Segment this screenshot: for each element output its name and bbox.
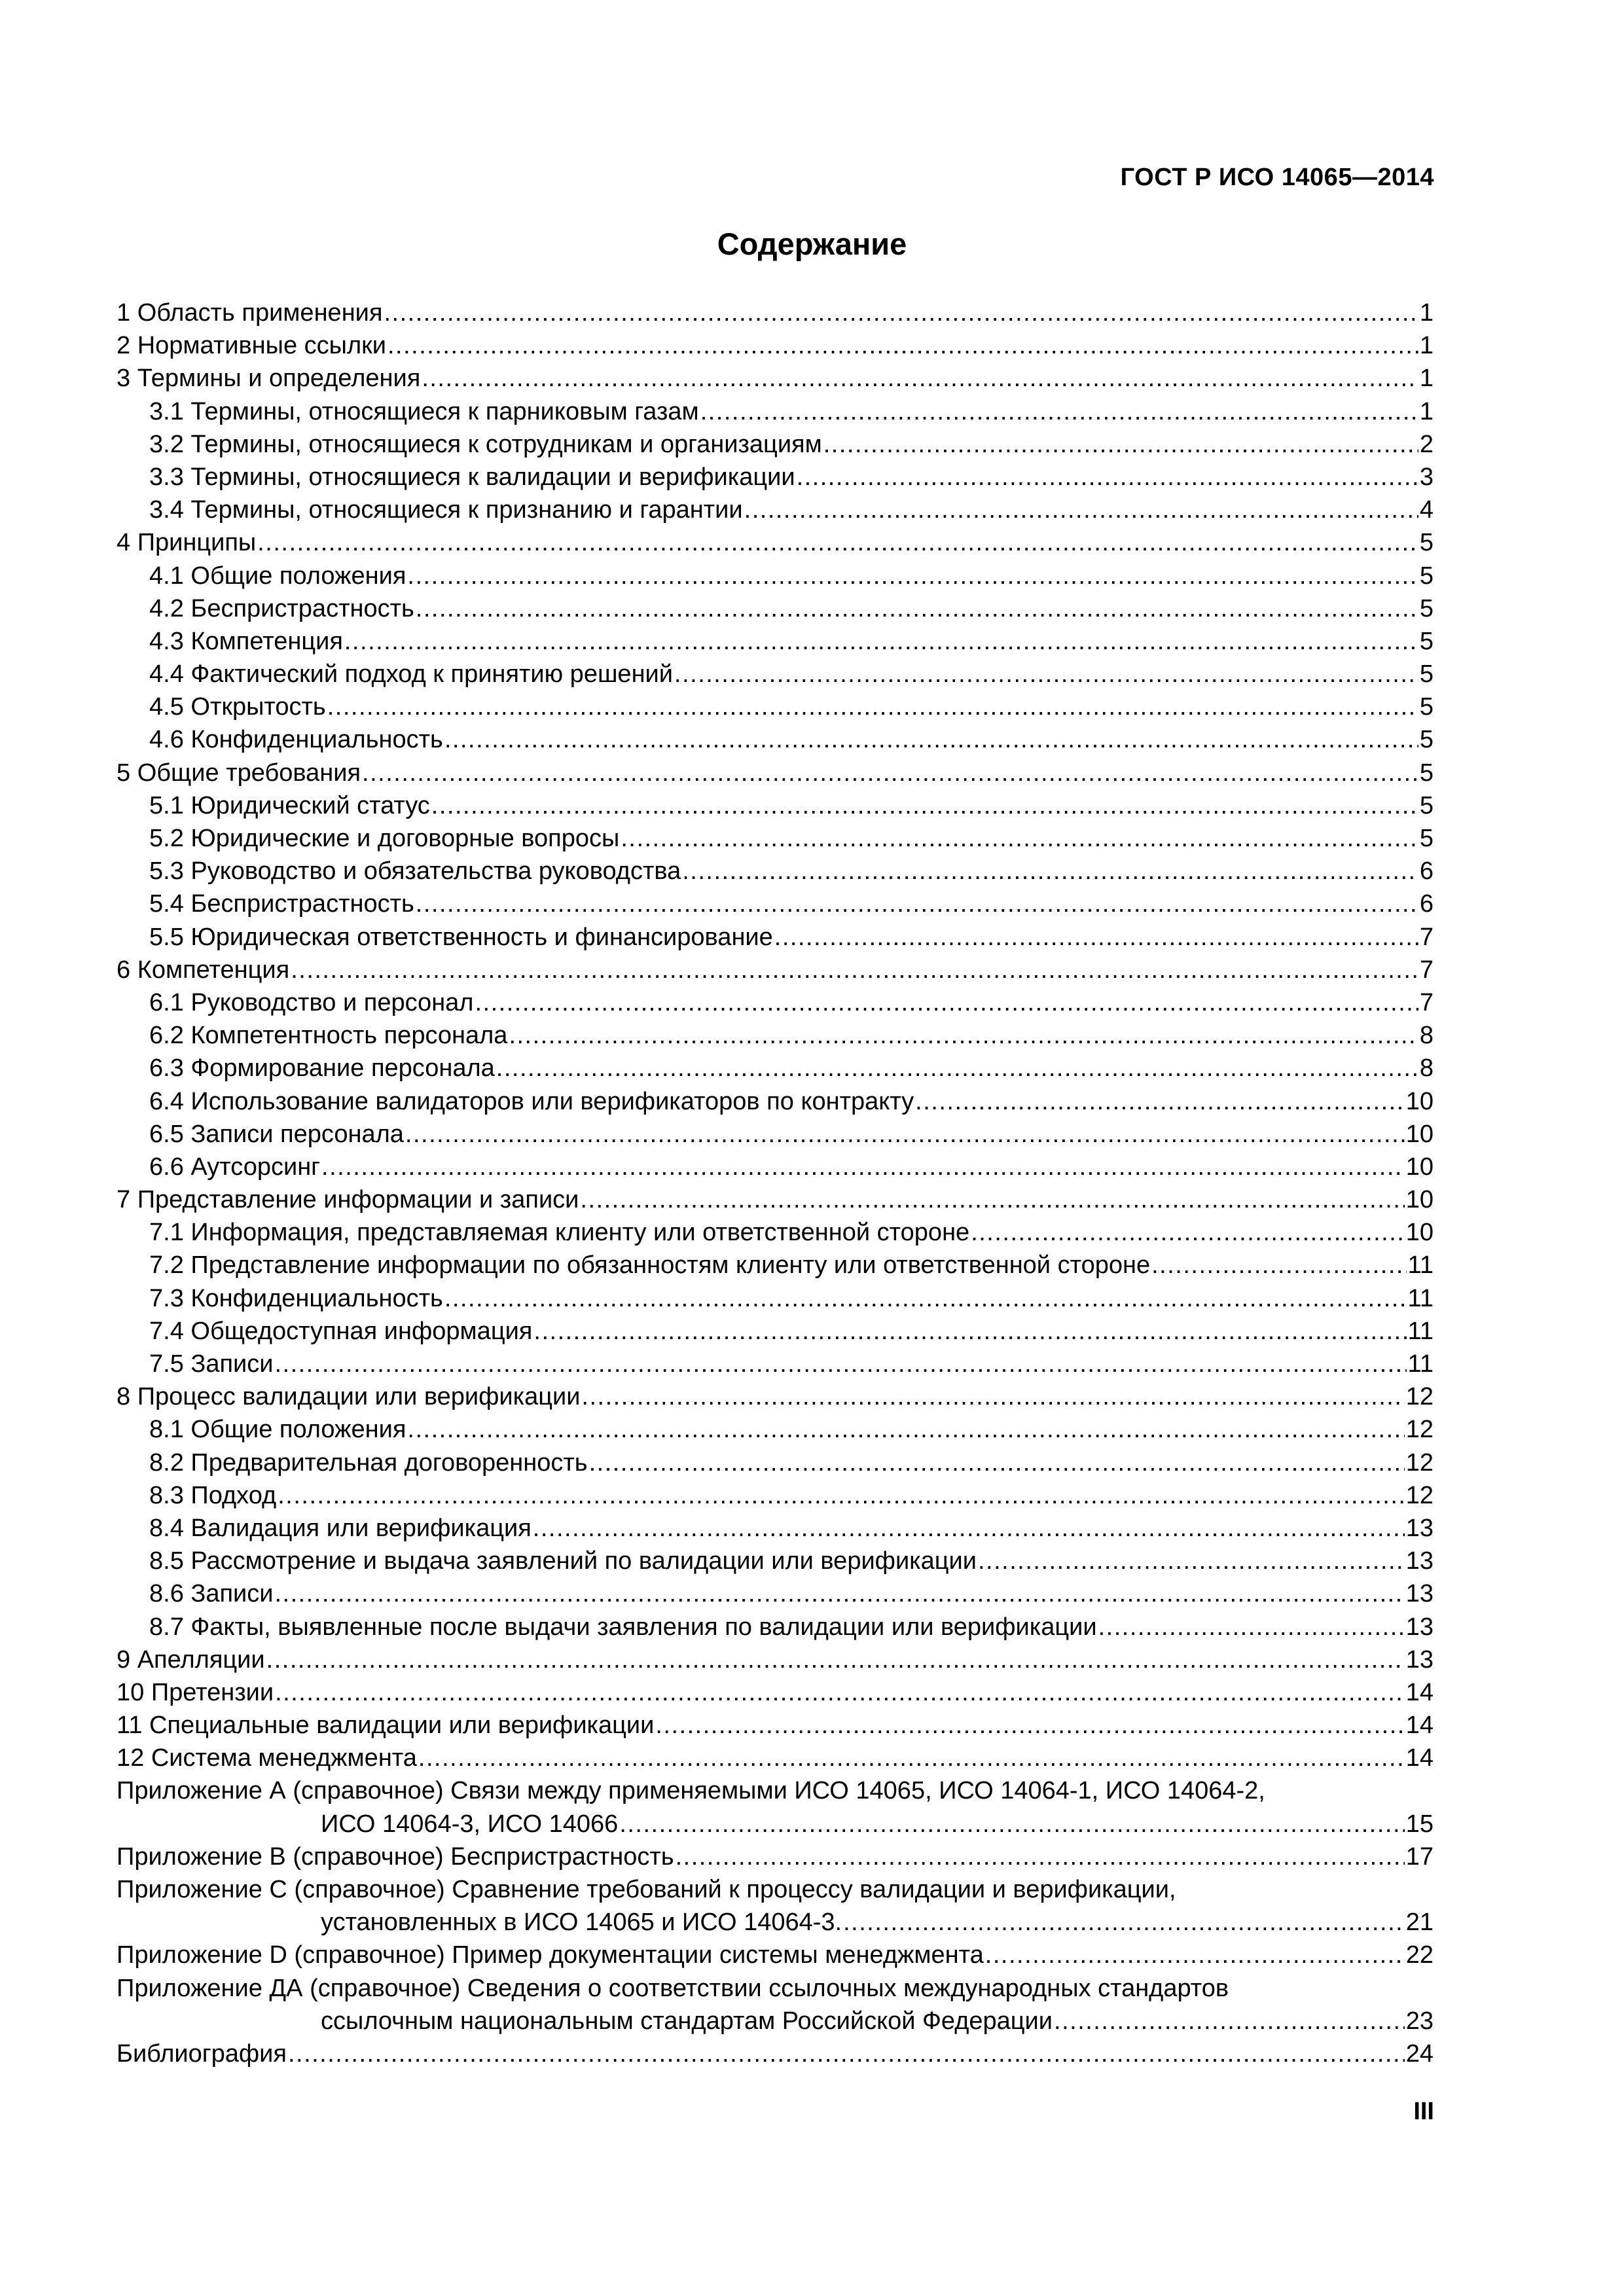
toc-entry-line [149, 986, 1434, 1019]
toc-entry-line [149, 461, 1434, 493]
toc-entry-page: 1 [1419, 365, 1434, 393]
toc-entry-line [149, 428, 1434, 461]
toc-entry-page: 15 [1405, 1810, 1434, 1838]
toc-entry-page: 5 [1419, 825, 1434, 852]
toc-leader-dots [978, 1545, 1405, 1577]
toc-entry [117, 1577, 1434, 1610]
toc-entry-line [149, 1052, 1434, 1085]
toc-entry-title: 4.6 Конфиденциальность [149, 726, 443, 754]
toc-entry [117, 526, 1434, 559]
toc-entry [117, 1512, 1434, 1545]
toc-entry-title: 8.5 Рассмотрение и выдача заявлений по валидации или верификации [149, 1547, 977, 1575]
toc-leader-dots [985, 1939, 1405, 1971]
toc-entry-line [149, 1611, 1434, 1643]
toc-entry-page: 8 [1419, 1054, 1434, 1083]
toc-appendix-line [117, 1873, 1434, 1906]
toc-entry-page: 7 [1419, 956, 1434, 984]
toc-entry-title: 8.2 Предварительная договоренность [149, 1448, 588, 1477]
toc-entry-line [149, 658, 1434, 691]
toc-appendix-title-continued: ИСО 14064-3, ИСО 14066 [321, 1810, 619, 1838]
toc-entry [117, 461, 1434, 493]
toc-entry-title: 8.1 Общие положения [149, 1416, 406, 1444]
toc-entry-page: 7 [1419, 988, 1434, 1016]
toc-entry-line [149, 1216, 1434, 1249]
toc-entry [117, 1380, 1434, 1413]
toc-leader-dots [1098, 1611, 1405, 1643]
toc-entry [117, 560, 1434, 592]
toc-entry-title: 6 Компетенция [117, 956, 290, 984]
toc-entry-page: 12 [1405, 1383, 1434, 1411]
toc-entry-line [149, 395, 1434, 428]
toc-entry-title: 7.2 Представление информации по обязанностям клиенту или ответственной стороне [149, 1251, 1151, 1280]
toc-entry [117, 1709, 1434, 1742]
toc-leader-dots [275, 1348, 1407, 1380]
toc-appendix-line [117, 1939, 1434, 1971]
toc-entry-page: 2 [1419, 430, 1434, 458]
toc-entry [117, 1611, 1434, 1643]
toc-entry-title: 5 Общие требования [117, 759, 361, 787]
toc-leader-dots [509, 1019, 1418, 1052]
toc-entry-page: 13 [1405, 1547, 1434, 1575]
toc-entry-title: 8.4 Валидация или верификация [149, 1514, 532, 1542]
toc-appendix-title-continued: установленных в ИСО 14065 и ИСО 14064-3. [321, 1909, 842, 1937]
toc-leader-dots [1054, 2005, 1405, 2037]
toc-entry [117, 1676, 1434, 1709]
toc-entry-page: 13 [1405, 1580, 1434, 1608]
toc-entry [117, 986, 1434, 1019]
toc-entry-title: 8.6 Записи [149, 1580, 274, 1608]
toc-leader-dots [655, 1709, 1404, 1742]
toc-entry-title: 5.3 Руководство и обязательства руководства [149, 857, 681, 886]
toc-entry [117, 1183, 1434, 1216]
toc-entry-page: 5 [1419, 627, 1434, 655]
toc-entry-page: 1 [1419, 332, 1434, 360]
toc-entry-page: 7 [1419, 923, 1434, 951]
toc-entry [117, 1019, 1434, 1052]
toc-leader-dots [257, 526, 1418, 559]
toc-entry-page: 22 [1405, 1941, 1434, 1969]
toc-entry-title: 3 Термины и определения [117, 365, 421, 393]
toc-entry-line [117, 1742, 1434, 1774]
toc-leader-dots [266, 1643, 1405, 1676]
toc-entry-page: 11 [1407, 1350, 1434, 1378]
toc-appendix-title: Библиография [117, 2039, 287, 2068]
toc-entry-page: 5 [1419, 660, 1434, 689]
toc-leader-dots [843, 1906, 1405, 1939]
toc-entry-line [149, 1282, 1434, 1315]
toc-entry-page: 14 [1405, 1678, 1434, 1706]
toc-appendix-entry [117, 1972, 1434, 2037]
toc-leader-dots [823, 428, 1418, 461]
toc-entry [117, 789, 1434, 822]
toc-appendix-entry [117, 1939, 1434, 1971]
toc-leader-dots [275, 1577, 1405, 1610]
toc-entry-page: 24 [1405, 2039, 1434, 2068]
toc-leader-dots [581, 1380, 1404, 1413]
toc-entry-title: 11 Специальные валидации или верификации [117, 1712, 655, 1740]
toc-leader-dots [496, 1052, 1418, 1085]
toc-entry [117, 757, 1434, 789]
toc-leader-dots [533, 1512, 1405, 1545]
toc-entry [117, 723, 1434, 756]
toc-entry-line [117, 526, 1434, 559]
toc-entry-page: 14 [1405, 1744, 1434, 1772]
toc-entry-page: 12 [1405, 1416, 1434, 1444]
toc-entry-title: 6.6 Аутсорсинг [149, 1153, 321, 1181]
toc-entry-line [149, 592, 1434, 625]
toc-entry-page: 11 [1407, 1251, 1434, 1280]
toc-entry-line [149, 1446, 1434, 1479]
toc-entry-line [149, 789, 1434, 822]
toc-appendix-line-continued [117, 1906, 1434, 1939]
toc-entry [117, 1282, 1434, 1315]
toc-leader-dots [674, 658, 1418, 691]
toc-appendix-title: Приложение ДА (справочное) Сведения о соответствии ссылочных международных стандартов [117, 1974, 1229, 2002]
toc-leader-dots [774, 921, 1418, 954]
toc-entry-page: 5 [1419, 726, 1434, 754]
toc-entry [117, 428, 1434, 461]
toc-entry-page: 10 [1405, 1186, 1434, 1214]
toc-leader-dots [682, 855, 1418, 888]
toc-entry-line [149, 1151, 1434, 1183]
toc-entry-line [149, 493, 1434, 526]
toc-entry-line [117, 757, 1434, 789]
toc-leader-dots [416, 592, 1418, 625]
toc-entry [117, 888, 1434, 920]
toc-entry-title: 4.5 Открытость [149, 693, 326, 721]
toc-entry [117, 362, 1434, 395]
toc-entry-page: 21 [1405, 1909, 1434, 1937]
toc-entry-title: 7.3 Конфиденциальность [149, 1284, 443, 1312]
toc-entry [117, 658, 1434, 691]
toc-entry-page: 8 [1419, 1022, 1434, 1050]
toc-entry-page: 5 [1419, 759, 1434, 787]
toc-entry [117, 493, 1434, 526]
toc-entry-page: 13 [1405, 1645, 1434, 1674]
toc-entry-title: 4.3 Компетенция [149, 627, 343, 655]
toc-entry-title: 7.5 Записи [149, 1350, 274, 1378]
toc-entry [117, 1643, 1434, 1676]
toc-entry-title: 4 Принципы [117, 529, 257, 557]
toc-entry-title: 4.4 Фактический подход к принятию решений [149, 660, 674, 689]
toc-entry [117, 1315, 1434, 1348]
toc-entry-line [149, 822, 1434, 855]
toc-leader-dots [621, 822, 1418, 855]
toc-entry [117, 592, 1434, 625]
toc-entry [117, 296, 1434, 329]
toc-entry-page: 4 [1419, 496, 1434, 524]
toc-entry-line [117, 1709, 1434, 1742]
toc-entry-title: 4.1 Общие положения [149, 562, 406, 590]
toc-entry-page: 23 [1405, 2007, 1434, 2035]
toc-entry-line [149, 1315, 1434, 1348]
toc-entry-title: 3.4 Термины, относящиеся к признанию и гарантии [149, 496, 743, 524]
toc-entry-line [149, 1479, 1434, 1512]
toc-entry-page: 5 [1419, 562, 1434, 590]
toc-leader-dots [533, 1315, 1406, 1348]
toc-entry-title: 7.4 Общедоступная информация [149, 1317, 533, 1345]
toc-leader-dots [388, 329, 1418, 362]
toc-entry-line [117, 1643, 1434, 1676]
toc-entry-line [117, 1183, 1434, 1216]
toc-entry-title: 6.2 Компетентность персонала [149, 1022, 508, 1050]
table-of-contents [117, 296, 1434, 2070]
page-number: III [1413, 2098, 1434, 2125]
toc-leader-dots [416, 888, 1418, 920]
toc-leader-dots [384, 296, 1418, 329]
toc-entry-line [149, 560, 1434, 592]
toc-leader-dots [362, 757, 1418, 789]
toc-entry [117, 1249, 1434, 1282]
toc-leader-dots [444, 723, 1418, 756]
toc-appendix-title: Приложение D (справочное) Пример документации системы менеджмента [117, 1941, 984, 1969]
toc-leader-dots [676, 1840, 1405, 1873]
toc-entry-title: 1 Область применения [117, 299, 383, 327]
toc-entry-line [117, 362, 1434, 395]
toc-appendix-title: Приложение А (справочное) Связи между применяемыми ИСО 14065, ИСО 14064-1, ИСО 14064-2, [117, 1777, 1265, 1805]
toc-leader-dots [407, 1413, 1404, 1446]
toc-leader-dots [915, 1085, 1405, 1118]
standard-designation: ГОСТ Р ИСО 14065—2014 [1120, 164, 1434, 191]
toc-entry-title: 5.2 Юридические и договорные вопросы [149, 825, 620, 852]
toc-entry-title: 8 Процесс валидации или верификации [117, 1383, 581, 1411]
toc-entry-page: 1 [1419, 299, 1434, 327]
toc-leader-dots [344, 625, 1418, 658]
toc-entry-page: 10 [1405, 1153, 1434, 1181]
toc-entry-title: 7 Представление информации и записи [117, 1186, 579, 1214]
toc-appendix-line [117, 2037, 1434, 2070]
toc-entry-line [149, 1413, 1434, 1446]
toc-entry-line [149, 1118, 1434, 1151]
toc-entry-line [149, 855, 1434, 888]
toc-entry-line [149, 1348, 1434, 1380]
toc-entry-page: 5 [1419, 594, 1434, 622]
toc-entry [117, 1742, 1434, 1774]
toc-entry-title: 6.4 Использование валидаторов или верификаторов по контракту [149, 1087, 914, 1115]
toc-leader-dots [797, 461, 1418, 493]
toc-leader-dots [321, 1151, 1405, 1183]
toc-entry-title: 3.3 Термины, относящиеся к валидации и верификации [149, 463, 795, 491]
toc-entry-title: 2 Нормативные ссылки [117, 332, 386, 360]
page-title: Содержание [717, 226, 907, 261]
toc-entry-page: 12 [1405, 1481, 1434, 1509]
toc-appendix-entry [117, 2037, 1434, 2070]
toc-appendix-line-continued [117, 1808, 1434, 1840]
toc-leader-dots [475, 986, 1418, 1019]
toc-entry [117, 1479, 1434, 1512]
toc-appendix-title-continued: ссылочным национальным стандартам Российской Федерации [321, 2007, 1053, 2035]
toc-entry [117, 1151, 1434, 1183]
toc-entry [117, 691, 1434, 723]
toc-entry-title: 6.5 Записи персонала [149, 1120, 404, 1148]
toc-entry-line [117, 296, 1434, 329]
toc-leader-dots [589, 1446, 1405, 1479]
toc-leader-dots [327, 691, 1418, 723]
toc-entry-line [117, 954, 1434, 986]
toc-entry-title: 4.2 Беспристрастность [149, 594, 414, 622]
toc-leader-dots [431, 789, 1418, 822]
toc-entry-page: 13 [1405, 1613, 1434, 1641]
toc-entry [117, 1216, 1434, 1249]
toc-entry [117, 1446, 1434, 1479]
toc-appendix-title: Приложение В (справочное) Беспристрастность [117, 1842, 674, 1871]
toc-entry-line [149, 1577, 1434, 1610]
toc-entry-page: 5 [1419, 529, 1434, 557]
toc-entry [117, 855, 1434, 888]
toc-entry [117, 1413, 1434, 1446]
toc-leader-dots [444, 1282, 1407, 1315]
toc-entry-title: 7.1 Информация, представляемая клиенту или ответственной стороне [149, 1219, 970, 1247]
toc-leader-dots [619, 1808, 1404, 1840]
toc-entry-page: 10 [1405, 1087, 1434, 1115]
toc-entry [117, 395, 1434, 428]
toc-entry-title: 6.1 Руководство и персонал [149, 988, 474, 1016]
toc-appendix-entry [117, 1774, 1434, 1840]
toc-leader-dots [700, 395, 1418, 428]
toc-entry [117, 1545, 1434, 1577]
toc-entry-title: 12 Система менеджмента [117, 1744, 417, 1772]
toc-appendix-entry [117, 1840, 1434, 1873]
toc-entry-line [117, 1380, 1434, 1413]
toc-entry-page: 3 [1419, 463, 1434, 491]
toc-entry-line [149, 1545, 1434, 1577]
toc-entry-line [149, 921, 1434, 954]
toc-leader-dots [288, 2037, 1405, 2070]
toc-entry-line [117, 329, 1434, 362]
toc-leader-dots [278, 1479, 1405, 1512]
toc-entry-line [149, 1249, 1434, 1282]
toc-entry [117, 1052, 1434, 1085]
toc-entry-line [149, 1019, 1434, 1052]
toc-entry-line [117, 1676, 1434, 1709]
toc-leader-dots [291, 954, 1418, 986]
toc-leader-dots [744, 493, 1418, 526]
toc-entry-line [149, 625, 1434, 658]
toc-entry [117, 1348, 1434, 1380]
toc-entry-title: 9 Апелляции [117, 1645, 265, 1674]
toc-entry-title: 3.1 Термины, относящиеся к парниковым газам [149, 397, 699, 425]
toc-entry-page: 5 [1419, 693, 1434, 721]
toc-entry-page: 5 [1419, 791, 1434, 819]
toc-entry-page: 6 [1419, 890, 1434, 918]
toc-entry-page: 14 [1405, 1712, 1434, 1740]
toc-entry-page: 12 [1405, 1448, 1434, 1477]
toc-appendix-title: Приложение С (справочное) Сравнение требований к процессу валидации и верификации, [117, 1876, 1176, 1904]
toc-appendix-line [117, 1840, 1434, 1873]
toc-leader-dots [418, 1742, 1405, 1774]
toc-entry-page: 1 [1419, 397, 1434, 425]
toc-entry [117, 625, 1434, 658]
toc-entry-title: 10 Претензии [117, 1678, 274, 1706]
toc-entry-title: 5.5 Юридическая ответственность и финансирование [149, 923, 773, 951]
toc-leader-dots [422, 362, 1418, 395]
toc-appendix-line-continued [117, 2005, 1434, 2037]
toc-entry-page: 11 [1407, 1284, 1434, 1312]
toc-entry [117, 1118, 1434, 1151]
toc-entry-title: 3.2 Термины, относящиеся к сотрудникам и организациям [149, 430, 822, 458]
toc-entry-title: 5.1 Юридический статус [149, 791, 430, 819]
toc-leader-dots [1151, 1249, 1406, 1282]
toc-entry [117, 1085, 1434, 1118]
toc-entry-line [149, 1512, 1434, 1545]
toc-entry [117, 954, 1434, 986]
toc-appendix-line [117, 1972, 1434, 2005]
toc-leader-dots [275, 1676, 1405, 1709]
toc-entry-line [149, 888, 1434, 920]
toc-entry-line [149, 691, 1434, 723]
toc-entry-title: 8.7 Факты, выявленные после выдачи заявления по валидации или верификации [149, 1613, 1097, 1641]
toc-leader-dots [407, 560, 1418, 592]
toc-entry-page: 10 [1405, 1219, 1434, 1247]
toc-entry-page: 6 [1419, 857, 1434, 886]
toc-entry-page: 17 [1405, 1842, 1434, 1871]
toc-appendix-entry [117, 1873, 1434, 1939]
toc-appendix-line [117, 1774, 1434, 1807]
toc-leader-dots [405, 1118, 1405, 1151]
toc-entry-line [149, 1085, 1434, 1118]
toc-entry [117, 921, 1434, 954]
toc-leader-dots [580, 1183, 1404, 1216]
toc-entry [117, 329, 1434, 362]
toc-entry-title: 8.3 Подход [149, 1481, 277, 1509]
toc-leader-dots [971, 1216, 1405, 1249]
toc-entry [117, 822, 1434, 855]
toc-entry-line [149, 723, 1434, 756]
toc-entry-page: 11 [1407, 1317, 1434, 1345]
toc-entry-title: 6.3 Формирование персонала [149, 1054, 495, 1083]
toc-entry-page: 13 [1405, 1514, 1434, 1542]
toc-entry-title: 5.4 Беспристрастность [149, 890, 414, 918]
toc-entry-page: 10 [1405, 1120, 1434, 1148]
